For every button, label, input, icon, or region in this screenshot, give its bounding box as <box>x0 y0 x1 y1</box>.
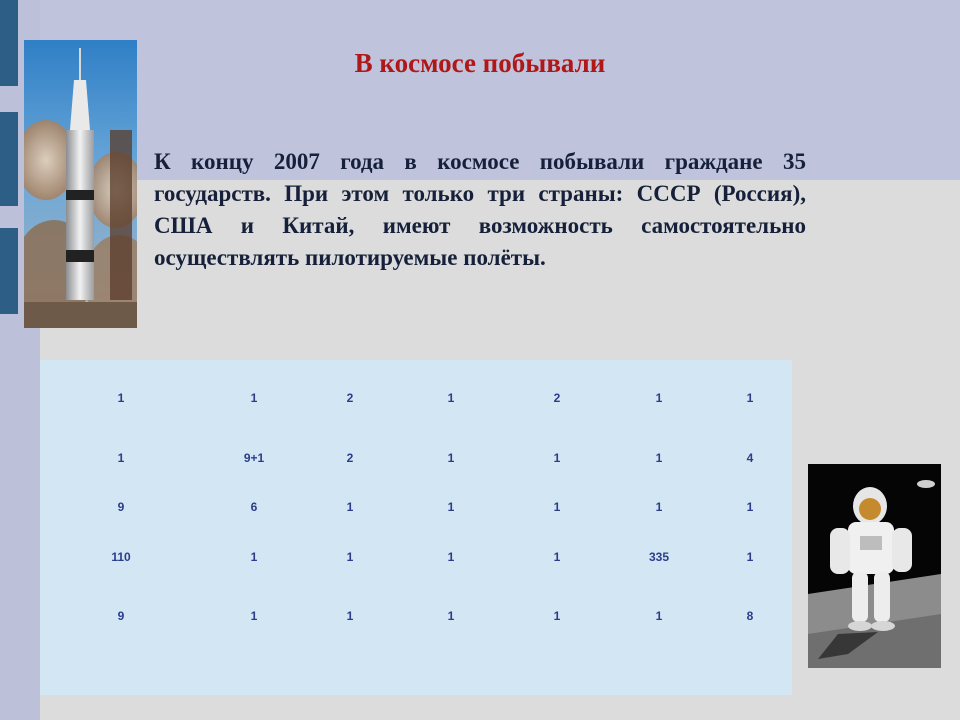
table-cell: 1 <box>346 550 354 564</box>
table-cell: 2 <box>553 391 561 405</box>
accent-bar <box>0 112 18 206</box>
table-cell: 2 <box>346 451 354 465</box>
table-cell: 9 <box>117 500 125 514</box>
table-cell: 335 <box>648 550 670 564</box>
table-cell: 4 <box>746 451 754 465</box>
accent-bar <box>0 0 18 86</box>
rocket-launch-photo <box>24 40 137 328</box>
table-cell: 110 <box>111 550 131 564</box>
table-cell: 1 <box>447 500 455 514</box>
table-cell: 9 <box>117 609 125 623</box>
table-cell: 8 <box>746 609 754 623</box>
table-cell: 1 <box>655 451 663 465</box>
table-cell: 1 <box>117 391 125 405</box>
table-cell: 1 <box>250 550 258 564</box>
table-cell: 1 <box>553 609 561 623</box>
table-cell: 1 <box>553 500 561 514</box>
table-cell: 6 <box>250 500 258 514</box>
table-cell: 1 <box>447 550 455 564</box>
table-cell: 1 <box>346 500 354 514</box>
table-cell: 1 <box>655 391 663 405</box>
slide-title: В космосе побывали <box>354 48 606 78</box>
table-cell: 1 <box>447 609 455 623</box>
data-table <box>40 360 792 695</box>
table-cell: 1 <box>553 550 561 564</box>
table-cell: 1 <box>746 550 754 564</box>
table-cell: 9+1 <box>243 451 265 465</box>
table-cell: 1 <box>655 500 663 514</box>
table-cell: 1 <box>117 451 125 465</box>
table-cell: 1 <box>553 451 561 465</box>
table-cell: 1 <box>346 609 354 623</box>
table-cell: 2 <box>346 391 354 405</box>
table-cell: 1 <box>655 609 663 623</box>
accent-bar <box>0 228 18 314</box>
table-cell: 1 <box>746 391 754 405</box>
table-cell: 1 <box>250 609 258 623</box>
astronaut-on-moon-photo <box>808 464 941 668</box>
table-cell: 1 <box>447 451 455 465</box>
table-cell: 1 <box>447 391 455 405</box>
table-cell: 1 <box>250 391 258 405</box>
slide-body-text: К концу 2007 года в космосе побывали граждане 35 государств. При этом только три страны: СССР (Россия), США и Китай, имеют возможность самостоятельно осуществлять пилотируемые полёты. <box>154 149 806 270</box>
table-cell: 1 <box>746 500 754 514</box>
